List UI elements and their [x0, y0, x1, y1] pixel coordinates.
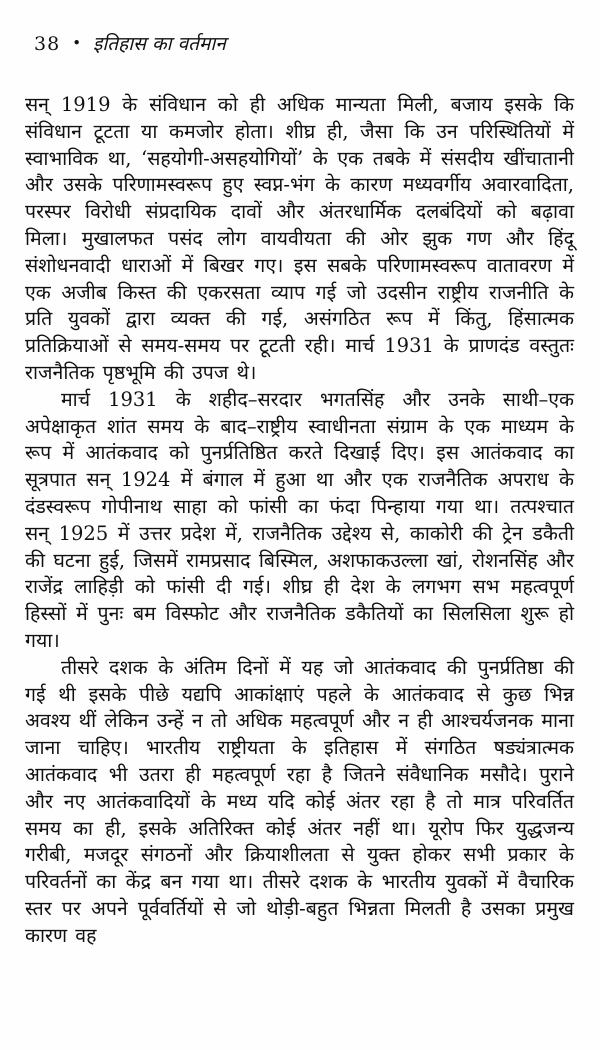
page-body [25, 92, 574, 950]
paragraph-1: सन् 1919 के संविधान को ही अधिक मान्यता मिली, बजाय इसके कि संविधान टूटता या कमजोर होता। शीघ्र ही, जैसा कि उन परिस्थितियों में स्वाभाविक था, ‘सहयोगी-असहयोगियों’ के एक तबके में संसदीय खींचातानी और उसके परिणामस्वरूप हुए स्वप्न-भंग के कारण मध्यवर्गीय अवारवादिता, परस्पर विरोधी संप्रदायिक दावों और अंतरधार्मिक दलबंदियों को बढ़ावा मिला। मुखालफत पसंद लोग वायवीयता की ओर झुक गण और हिंदू संशोधनवादी धाराओं में बिखर गए। इस सबके परिणामस्वरूप वातावरण में एक अजीब किस्त की एकरसता व्याप गई जो उदसीन राष्ट्रीय राजनीति के प्रति युवकों द्वारा व्यक्त की गई, असंगठित रूप में किंतु, हिंसात्मक प्रतिक्रियाओं से समय-समय पर टूटती रही। मार्च 1931 के प्राणदंड वस्तुतः राजनैतिक पृष्ठभूमि की उपज थे। [25, 93, 574, 384]
paragraph-2: मार्च 1931 के शहीद–सरदार भगतसिंह और उनके साथी–एक अपेक्षाकृत शांत समय के बाद–राष्ट्रीय स्वाधीनता संग्राम के एक माध्यम के रूप में आतंकवाद को पुनर्प्रतिष्ठित करते दिखाई दिए। इस आतंकवाद का सूत्रपात सन् 1924 में बंगाल में हुआ था और एक राजनैतिक अपराध के दंडस्वरूप गोपीनाथ साहा को फांसी का फंदा पिन्हाया गया था। तत्पश्चात सन् 1925 में उत्तर प्रदेश में, राजनैतिक उद्देश्य से, काकोरी की ट्रेन डकैती की घटना हुई, जिसमें रामप्रसाद बिस्मिल, अशफाकउल्ला खां, रोशनसिंह और राजेंद्र लाहिड़ी को फांसी दी गई। शीघ्र ही देश के लगभग सभ महत्वपूर्ण हिस्सों में पुनः बम विस्फोट और राजनैतिक डकैतियों का सिलसिला शुरू हो गया। [25, 387, 574, 652]
paragraph-3: तीसरे दशक के अंतिम दिनों में यह जो आतंकवाद की पुनर्प्रतिष्ठा की गई थी इसके पीछे यद्यपि आकांक्षाएं पहले के आतंकवाद से कुछ भिन्न अवश्य थीं लेकिन उन्हें न तो अधिक महत्वपूर्ण और न ही आश्चर्यजनक माना जाना चाहिए। भारतीय राष्ट्रीयता के इतिहास में संगठित षड्यंत्रात्मक आतंकवाद भी उतरा ही महत्वपूर्ण रहा है जितने संवैधानिक मसौदे। पुराने और नए आतंकवादियों के मध्य यदि कोई अंतर रहा है तो मात्र परिवर्तित समय का ही, इसके अतिरिक्त कोई अंतर नहीं था। यूरोप फिर युद्धजन्य गरीबी, मजदूर संगठनों और क्रियाशीलता से युक्त होकर सभी प्रकार के परिवर्तनों का केंद्र बन गया था। तीसरे दशक के भारतीय युवकों में वैचारिक स्तर पर अपने पूर्ववर्तियों से जो थोड़ी-बहुत भिन्नता मिलती है उसका प्रमुख कारण वह [25, 655, 574, 947]
page-number: 38 [34, 33, 61, 55]
bullet-separator-icon: • [72, 34, 82, 52]
book-title: इतिहास का वर्तमान [93, 33, 226, 55]
running-header [34, 30, 572, 56]
